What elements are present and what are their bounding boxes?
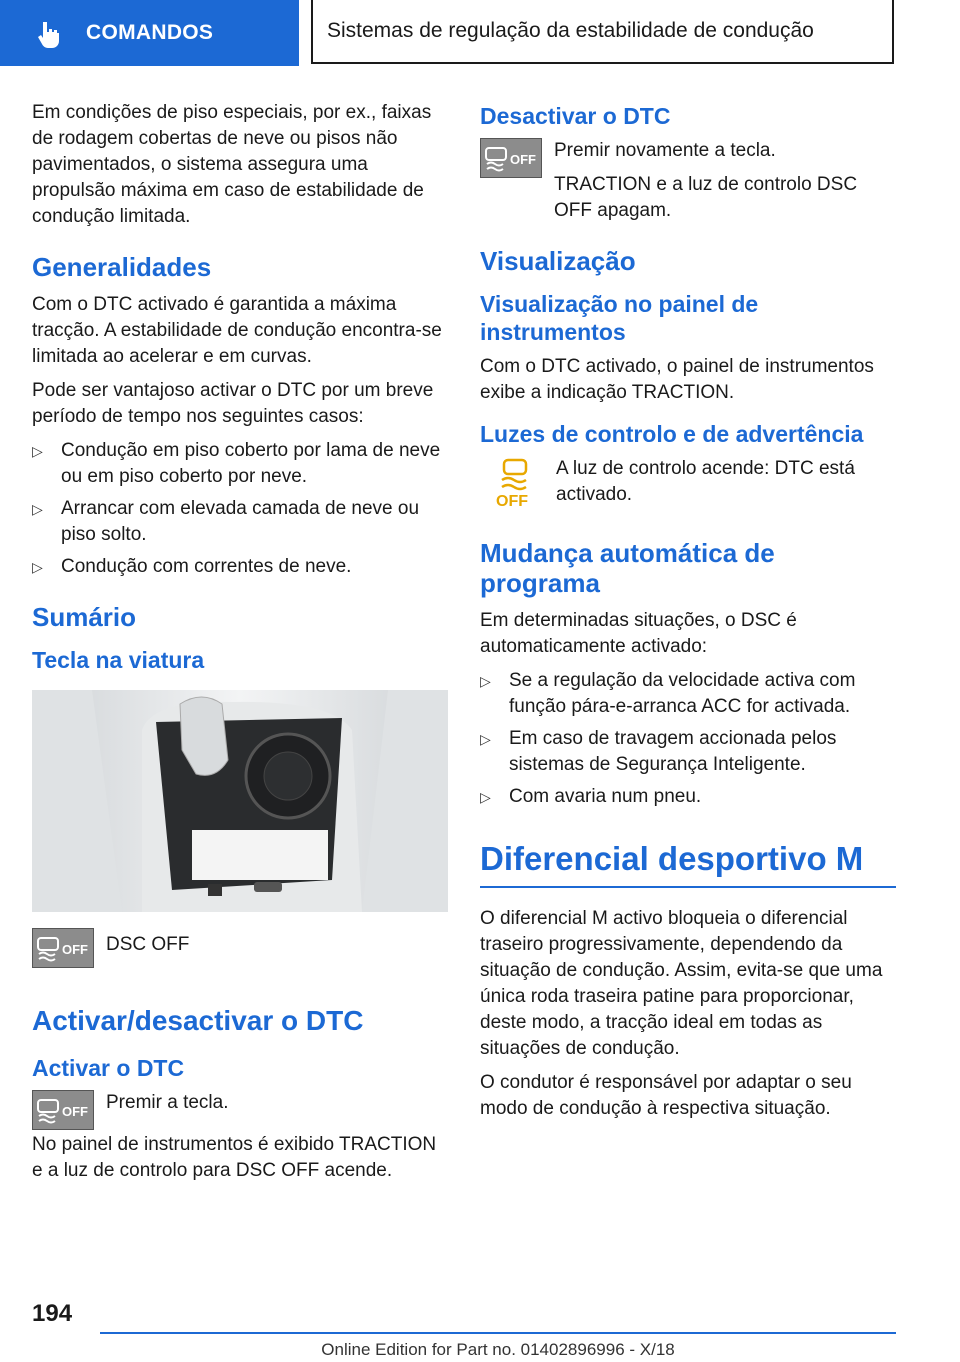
triangle-bullet-icon: ▷ [480, 789, 491, 805]
svg-text:OFF: OFF [496, 493, 528, 508]
triangle-bullet-icon: ▷ [480, 731, 491, 747]
svg-text:OFF: OFF [62, 942, 88, 957]
left-column [32, 100, 450, 1192]
heading-visualizacao: Visualização [480, 246, 636, 276]
intro-paragraph: Em condições de piso especiais, por ex., faixas de rodagem cobertas de neve ou pisos não pavimentados, o sistema assegura uma propulsão máxima em caso de estabilidade de condução limitada. [32, 102, 432, 227]
section-tab [0, 0, 299, 66]
triangle-bullet-icon: ▷ [32, 559, 43, 575]
triangle-bullet-icon: ▷ [480, 673, 491, 689]
desactivar-paragraph-1: Premir novamente a tecla. [554, 140, 776, 161]
heading-generalidades: Generalidades [32, 252, 212, 282]
list-item: ▷ Condução com correntes de neve. [32, 554, 450, 580]
activar-paragraph-2: No painel de instrumentos é exibido TRACTION e a luz de controlo para DSC OFF acende. [32, 1134, 437, 1181]
dtc-warning-light-icon [490, 456, 540, 508]
triangle-bullet-icon: ▷ [32, 501, 43, 517]
dif-paragraph-2: O condutor é responsável por adaptar o seu modo de condução à respectiva situação. [480, 1072, 852, 1119]
mudanca-paragraph: Em determinadas situações, o DSC é automaticamente activado: [480, 610, 797, 657]
svg-text:OFF: OFF [62, 1104, 88, 1119]
chapter-title: Sistemas de regulação da estabilidade de condução [311, 0, 894, 64]
desactivar-paragraph-2: TRACTION e a luz de controlo DSC OFF apagam. [554, 174, 858, 221]
triangle-bullet-icon: ▷ [32, 443, 43, 459]
hand-pointer-icon [34, 18, 64, 48]
dsc-off-button-icon [32, 1090, 94, 1130]
dsc-off-button-icon [32, 928, 94, 968]
heading-rule [480, 886, 896, 888]
list-item: ▷ Com avaria num pneu. [480, 784, 896, 810]
activar-paragraph-1: Premir a tecla. [106, 1092, 229, 1113]
heading-mudanca: Mudança automática de programa [480, 538, 775, 598]
heading-tecla: Tecla na viatura [32, 647, 205, 673]
luzes-row [480, 456, 896, 516]
dsc-off-caption: DSC OFF [106, 934, 190, 955]
heading-diferencial: Diferencial desportivo M [480, 840, 864, 877]
gen-paragraph-2: Pode ser vantajoso activar o DTC por um breve período de tempo nos seguintes casos: [32, 380, 434, 427]
list-item: ▷ Se a regulação da velocidade activa com função pára-e-arranca ACC for activada. [480, 670, 856, 717]
heading-activar: Activar o DTC [32, 1055, 185, 1081]
heading-activar-desactivar: Activar/desactivar o DTC [32, 1005, 364, 1036]
dsc-off-button-icon [480, 138, 542, 178]
list-item: ▷ Arrancar com elevada camada de neve ou piso solto. [32, 498, 420, 545]
heading-desactivar: Desactivar o DTC [480, 103, 671, 129]
dsc-off-row [32, 928, 450, 968]
section-label: COMANDOS [86, 21, 214, 44]
right-bullet-list [480, 668, 896, 810]
gen-paragraph-1: Com o DTC activado é garantida a máxima tracção. A estabilidade de condução encontra-se limitada ao acelerar e em curvas. [32, 294, 442, 367]
right-column [480, 100, 896, 1130]
svg-text:OFF: OFF [510, 152, 536, 167]
footer-edition: Online Edition for Part no. 01402896996 - X/18 [100, 1332, 896, 1360]
heading-luzes: Luzes de controlo e de advertência [480, 421, 864, 447]
center-console-image [32, 690, 448, 912]
page-number: 194 [32, 1300, 73, 1327]
luzes-paragraph: A luz de controlo acende: DTC está activado. [556, 458, 855, 505]
dif-paragraph-1: O diferencial M activo bloqueia o diferencial traseiro progressivamente, dependendo da situação de condução. Assim, evita-se que uma única roda traseira patine para proporcionar, deste modo, a tracção ideal em todas as situações de condução. [480, 908, 883, 1059]
activar-row [32, 1090, 450, 1130]
heading-vis-painel: Visualização no painel de instrumentos [480, 291, 759, 345]
vis-painel-paragraph: Com o DTC activado, o painel de instrumentos exibe a indicação TRACTION. [480, 356, 874, 403]
list-item: ▷ Condução em piso coberto por lama de neve ou em piso coberto por neve. [32, 440, 441, 487]
list-item: ▷ Em caso de travagem accionada pelos sistemas de Segurança Inteligente. [480, 728, 837, 775]
heading-sumario: Sumário [32, 602, 137, 632]
left-bullet-list [32, 438, 450, 580]
